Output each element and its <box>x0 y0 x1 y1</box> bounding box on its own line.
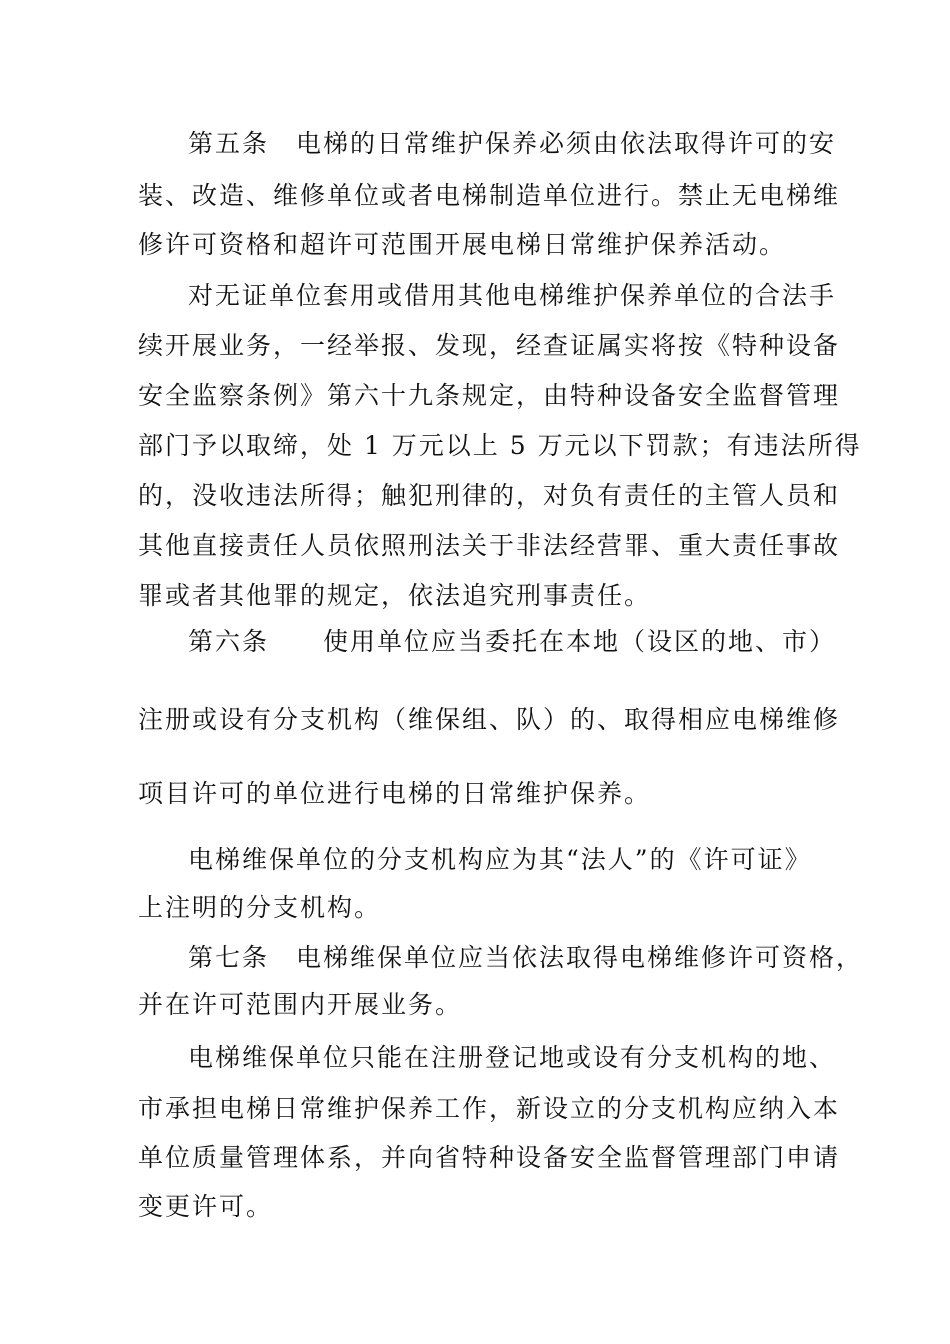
article-6-line-1: 第六条 使用单位应当委托在本地（设区的地、市） <box>188 627 837 656</box>
article-6-line-2: 注册或设有分支机构（维保组、队）的、取得相应电梯维修 <box>138 705 841 734</box>
article-7-para-2-line-3: 单位质量管理体系，并向省特种设备安全监督管理部门申请 <box>138 1143 841 1172</box>
article-6-line-3: 项目许可的单位进行电梯的日常维护保养。 <box>138 779 652 808</box>
article-5-para-2-line-5: 的，没收违法所得；触犯刑律的，对负有责任的主管人员和 <box>138 481 841 510</box>
article-5-line-2: 装、改造、维修单位或者电梯制造单位进行。禁止无电梯维 <box>138 181 841 210</box>
article-5-para-2-line-1: 对无证单位套用或借用其他电梯维护保养单位的合法手 <box>188 281 837 310</box>
article-5-line-1: 第五条 电梯的日常维护保养必须由依法取得许可的安 <box>188 129 837 158</box>
article-5-line-3: 修许可资格和超许可范围开展电梯日常维护保养活动。 <box>138 230 787 259</box>
article-5-para-2-line-6: 其他直接责任人员依照刑法关于非法经营罪、重大责任事故 <box>138 531 841 560</box>
article-5-para-2-line-7: 罪或者其他罪的规定，依法追究刑事责任。 <box>138 581 652 610</box>
article-5-para-2-line-2: 续开展业务，一经举报、发现，经查证属实将按《特种设备 <box>138 331 841 360</box>
article-7-line-1: 第七条 电梯维保单位应当依法取得电梯维修许可资格， <box>188 943 864 972</box>
article-5-para-2-line-4: 部门予以取缔，处 1 万元以上 5 万元以下罚款；有违法所得 <box>138 431 862 460</box>
article-7-para-2-line-2: 市承担电梯日常维护保养工作，新设立的分支机构应纳入本 <box>138 1094 841 1123</box>
article-5-para-2-line-3: 安全监察条例》第六十九条规定，由特种设备安全监督管理 <box>138 381 841 410</box>
article-7-para-2-line-1: 电梯维保单位只能在注册登记地或设有分支机构的地、 <box>188 1043 837 1072</box>
article-7-line-2: 并在许可范围内开展业务。 <box>138 990 463 1019</box>
article-6-para-2-line-2: 上注明的分支机构。 <box>138 893 382 922</box>
article-6-para-2-line-1: 电梯维保单位的分支机构应为其“法人”的《许可证》 <box>188 845 812 874</box>
article-7-para-2-line-4: 变更许可。 <box>138 1192 274 1221</box>
